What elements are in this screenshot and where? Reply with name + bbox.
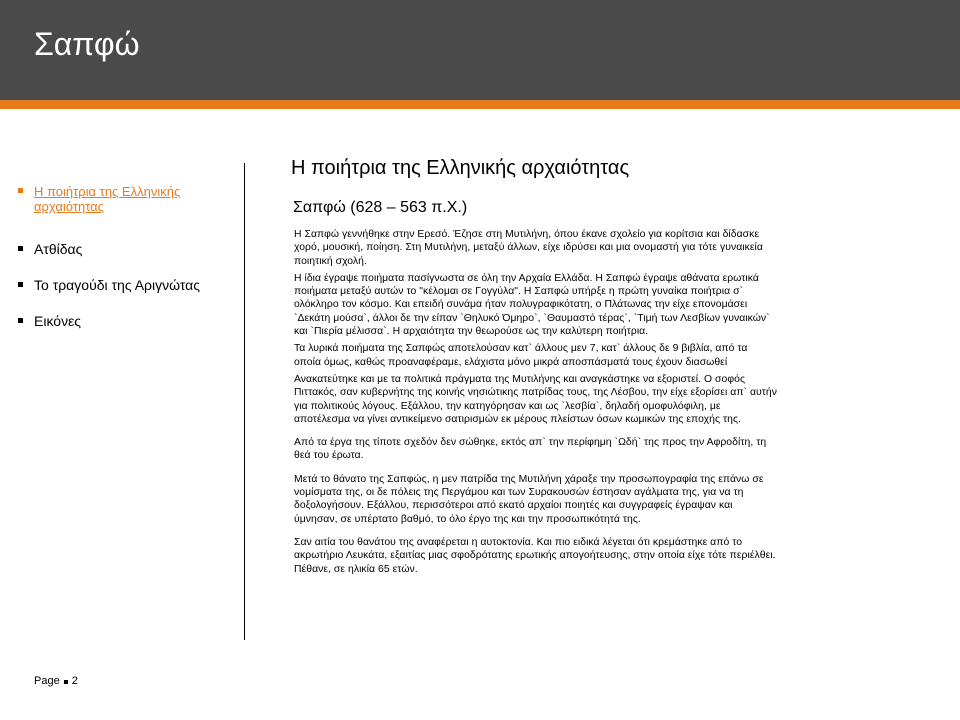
vertical-divider <box>244 163 245 640</box>
bullet-icon <box>18 282 23 287</box>
slide-title: Σαπφώ <box>34 26 140 62</box>
separator-icon <box>64 680 68 684</box>
nav-item-atthidas[interactable] <box>18 241 233 257</box>
nav-item-label: Εικόνες <box>34 313 82 329</box>
nav-item-label: Η ποιήτρια της Ελληνικής αρχαιότητας <box>34 184 181 214</box>
paragraph: Η Σαπφώ γεννήθηκε στην Ερεσό. Έζησε στη Μυτιλήνη, όπου έκανε σχολείο για κορίτσια και δίδασκε χορό, μουσική, ποίηση. Στη Μυτιλήνη, μεταξύ άλλων, είχε ιδρύσει και μια ονομαστή για τότε γυναικεία ποιητική σχολή. <box>294 229 763 267</box>
bullet-icon <box>18 246 23 251</box>
nav-item-images[interactable] <box>18 313 233 329</box>
bullet-icon <box>18 318 23 323</box>
accent-bar <box>0 100 960 109</box>
header-bar <box>0 0 960 100</box>
paragraph: Από τα έργα της τίποτε σχεδόν δεν σώθηκε, εκτός απ` την περίφημη `Ωδή` της προς την Αφροδίτη, τη θεά του έρωτα. <box>294 437 767 462</box>
content-body <box>294 228 919 583</box>
nav-item-label: Ατθίδας <box>34 241 83 257</box>
nav-item-label: Το τραγούδι της Αριγνώτας <box>34 277 201 293</box>
bullet-icon <box>18 188 23 193</box>
nav-item-song[interactable] <box>18 277 233 293</box>
paragraph: Μετά το θάνατο της Σαπφώς, η μεν πατρίδα της Μυτιλήνη χάραξε την προσωπογραφία της επάνω σε νομίσματα της, οι δε πόλεις της Περγάμου και των Συρακουσών έστησαν αγάλματα της, για να τη δοξολογήσουν. Εξάλλου, περισσότεροι από εκατό αρχαίοι ποιητές και συγγραφείς έγραψαν και ύμνησαν, σε υπέρτατο βαθμό, το όλο έργο της και την προσωπικότητά της. <box>294 473 764 525</box>
paragraph: Σαν αιτία του θανάτου της αναφέρεται η αυτοκτονία. Και πιο ειδικά λέγεται ότι κρεμάστηκε από το ακρωτήριο Λευκάτα, εξαιτίας μιας σφοδρότατης ερωτικής απογοήτευσης, στην οποία είχε τότε περιέλθει. Πέθανε, σε ηλικία 65 ετών. <box>294 536 776 575</box>
sidebar-nav <box>18 184 233 349</box>
section-title: Η ποιήτρια της Ελληνικής αρχαιότητας <box>291 157 630 179</box>
page-label: Page <box>34 675 60 687</box>
nav-item-poet[interactable] <box>18 184 233 214</box>
page-footer <box>34 675 78 688</box>
page-number: 2 <box>71 675 78 687</box>
paragraph: Ανακατεύτηκε και με τα πολιτικά πράγματα της Μυτιλήνης και αναγκάστηκε να εξοριστεί. Ο σοφός Πιττακός, σαν κυβερνήτης της κοινής νησιώτικης πατρίδας τους, της Λέσβου, την είχε εξορίσει απ` αυτήν για πολιτικούς λόγους. Εξάλλου, την κατηγόρησαν και ως `λεσβία`, δηλαδή ομοφυλόφιλη, με αποτέλεσμα να γίνει αντικείμενο σατιρισμών εκ μέρους πλείστων όσων κωμικών της εποχής της. <box>294 373 778 425</box>
paragraph: Η ίδια έγραψε ποιήματα πασίγνωστα σε όλη την Αρχαία Ελλάδα. Η Σαπφώ έγραψε αθάνατα ερωτικά ποιήματα μεταξύ αυτών το "κέλομαι σε Γογγύλα". Η Σαπφώ υπήρξε η πρώτη γυναίκα ποιήτρια σ` ολόκληρο τον κόσμο. Και επειδή συνάμα ήταν πολυγραφικότατη, ο Πλάτωνας την είχε επονομάσει `Δεκάτη μούσα`, άλλοι δε την είπαν `Θηλυκό Όμηρο`, `Θαυμαστό τέρας`, `Τιμή των Λεσβίων γυναικών` και `Πιερία μέλισσα`. Η αρχαιότητα την θεωρούσε ως την καλύτερη ποιήτρια. <box>294 272 770 338</box>
paragraph: Τα λυρικά ποιήματα της Σαπφώς αποτελούσαν κατ` άλλους μεν 7, κατ` άλλους δε 9 βιβλία, από τα οποία όμως, καθώς προαναφέραμε, ελάχιστα μόνο μικρά αποσπάσματά τους έχουν διασωθεί <box>294 343 748 368</box>
section-subtitle: Σαπφώ (628 – 563 π.Χ.) <box>293 199 468 216</box>
